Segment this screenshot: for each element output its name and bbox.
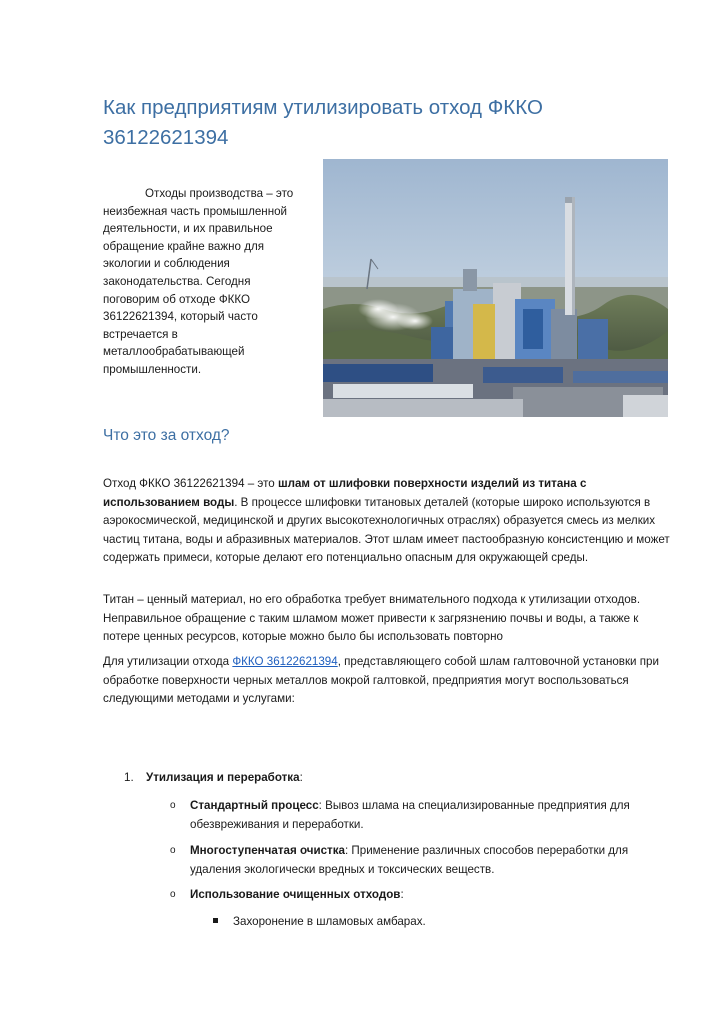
sub-list-item	[170, 842, 670, 879]
sub-item-label: Использование очищенных отходов	[190, 888, 401, 901]
circle-bullet-icon: o	[170, 800, 176, 811]
square-bullet-icon	[213, 918, 218, 923]
sub-item-text: : Применение различных способов переработки для удаления экологически вредных и токсических веществ.	[190, 844, 629, 876]
circle-bullet-icon: o	[170, 889, 176, 900]
section-heading: Что это за отход?	[103, 427, 230, 444]
list-item	[124, 769, 303, 788]
p1-pre: Отход ФККО 36122621394 – это	[103, 477, 278, 490]
p3-post: , представляющего собой шлам галтовочной установки при обработке поверхности черных металлов мокрой галтовкой, предприятия могут воспользоваться следующими методами и услугами:	[103, 655, 659, 706]
paragraph-titanium: Титан – ценный материал, но его обработка требует внимательного подхода к утилизации отходов. Неправильное обращение с таким шламом может привести к загрязнению почвы и воды, а также к потере ценных ресурсов, которые можно было бы использовать повторно	[103, 593, 641, 644]
sub-item-text: : Вывоз шлама на специализированные предприятия для обезвреживания и переработки.	[190, 799, 630, 831]
paragraph-methods	[103, 653, 671, 709]
p1-post: . В процессе шлифовки титановых деталей (которые широко используются в аэрокосмической, медицинской и других высокотехнологичных отраслях) образуется смесь из мелких частиц титана, воды и абразивных материалов. Этот шлам имеет пастообразную консистенцию и может содержать примеси, которые делают его потенциально опасным для окружающей среды.	[103, 495, 670, 565]
paragraph-definition	[103, 475, 671, 568]
intro-paragraph	[103, 185, 309, 379]
list-number: 1.	[124, 771, 134, 784]
list-item-suffix: :	[299, 771, 303, 784]
circle-bullet-icon: o	[170, 845, 176, 856]
page-title: Как предприятиям утилизировать отход ФККО 36122621394	[103, 96, 543, 149]
list-item-label: Утилизация и переработка	[146, 771, 300, 784]
fkko-link[interactable]: ФККО 36122621394	[232, 655, 338, 668]
sub-list-item	[170, 886, 670, 905]
sub-sub-list-item	[213, 913, 613, 932]
industrial-plant-photo	[323, 159, 668, 417]
sub-item-label: Многоступенчатая очистка	[190, 844, 345, 857]
sub-item-label: Стандартный процесс	[190, 799, 319, 812]
intro-text: Отходы производства – это неизбежная часть промышленной деятельности, и их правильное обращение крайне важно для экологии и соблюдения законодательства. Сегодня поговорим об отходе ФККО 36122621394, который часто встречается в металлообрабатывающей промышленности.	[103, 187, 294, 376]
p3-pre: Для утилизации отхода	[103, 655, 233, 668]
sub-item-text: :	[400, 888, 404, 901]
p1-bold: шлам от шлифовки поверхности изделий из титана с использованием воды	[103, 477, 587, 509]
sub-sub-item-text: Захоронение в шламовых амбарах.	[233, 915, 426, 928]
sub-list-item	[170, 797, 670, 834]
